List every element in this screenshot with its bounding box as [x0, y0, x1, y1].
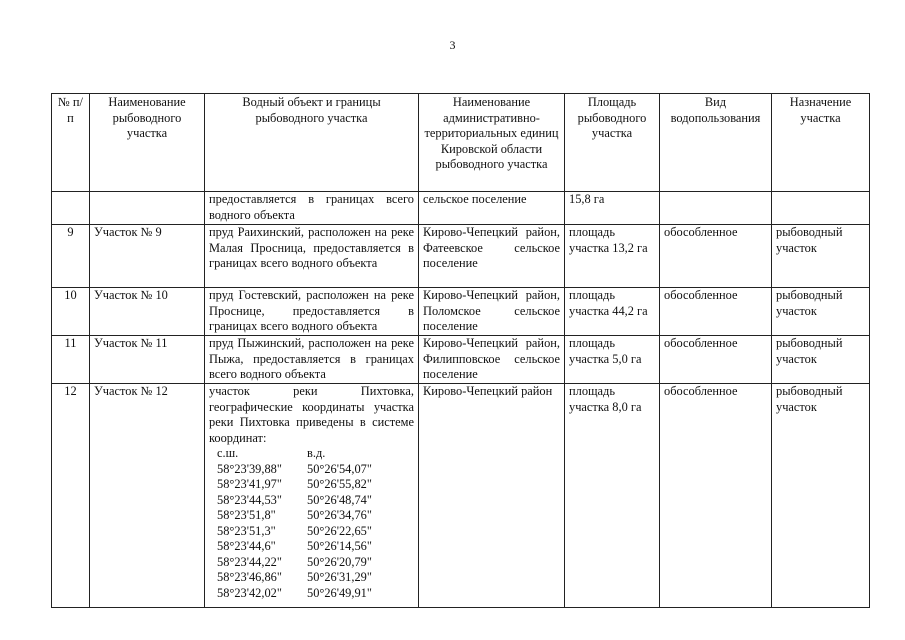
table-row	[52, 288, 870, 336]
row-num: 9	[52, 225, 90, 288]
page-number: 3	[449, 38, 456, 52]
row-purpose	[772, 192, 870, 225]
row-purpose: рыбоводный участок	[772, 336, 870, 384]
fish-farming-sites-table	[51, 93, 870, 608]
coord-lon: 50°26'14,56"	[307, 539, 372, 553]
row-area: 15,8 га	[565, 192, 660, 225]
coord-lat: 58°23'44,22"	[217, 554, 282, 569]
row-num: 12	[52, 384, 90, 608]
coord-lon: 50°26'20,79"	[307, 554, 372, 569]
row-admin: Кирово-Чепецкий район, Поломское сельское поселение	[419, 288, 565, 336]
row-water: предоставляется в границах всего водного объекта	[205, 192, 419, 225]
coord-lat: 58°23'42,02"	[217, 585, 282, 600]
row-use: обособленное	[660, 384, 772, 608]
coord-lat: 58°23'41,97"	[217, 477, 282, 491]
header-water: Водный объект и границы рыбоводного участка	[205, 94, 419, 192]
header-num: № п/п	[52, 94, 90, 192]
row-area: площадь участка 5,0 га	[565, 336, 660, 384]
coordinates-list	[217, 446, 414, 601]
row-admin: Кирово-Чепецкий район	[419, 384, 565, 608]
row-num: 10	[52, 288, 90, 336]
table-row	[52, 384, 870, 608]
coordinates-description: участок реки Пихтовка, географические координаты участка реки Пихтовка приведены в системе координат:	[209, 384, 414, 445]
row-admin: Кирово-Чепецкий район, Филипповское сельское поселение	[419, 336, 565, 384]
row-water: пруд Раихинский, расположен на реке Малая Просница, предоставляется в границах всего водного объекта	[205, 225, 419, 288]
row-name: Участок № 12	[90, 384, 205, 608]
row-use: обособленное	[660, 288, 772, 336]
coord-lon: 50°26'48,74"	[307, 492, 372, 507]
row-name	[90, 192, 205, 225]
row-area: площадь участка 44,2 га	[565, 288, 660, 336]
coord-lat: 58°23'46,86"	[217, 570, 282, 584]
row-water: пруд Пыжинский, расположен на реке Пыжа, предоставляется в границах всего водного объекта	[205, 336, 419, 384]
row-area: площадь участка 13,2 га	[565, 225, 660, 288]
row-purpose: рыбоводный участок	[772, 288, 870, 336]
row-name: Участок № 10	[90, 288, 205, 336]
coord-lat: 58°23'39,88"	[217, 461, 282, 476]
row-use: обособленное	[660, 225, 772, 288]
header-use: Вид водопользования	[660, 94, 772, 192]
coord-lon: 50°26'22,65"	[307, 523, 372, 538]
coord-lon: 50°26'55,82"	[307, 477, 372, 491]
coord-lat: 58°23'51,8"	[217, 508, 276, 522]
row-area: площадь участка 8,0 га	[565, 384, 660, 608]
coord-lat: 58°23'44,6"	[217, 539, 276, 553]
coord-lat: 58°23'51,3"	[217, 523, 276, 538]
coord-lon: 50°26'31,29"	[307, 570, 372, 584]
coord-lon: 50°26'34,76"	[307, 508, 372, 522]
row-num	[52, 192, 90, 225]
coords-header-lat: с.ш.	[217, 446, 239, 460]
row-use: обособленное	[660, 336, 772, 384]
coords-header-lon: в.д.	[307, 446, 326, 460]
row-water: пруд Гостевский, расположен на реке Проснице, предоставляется в границах всего водного объекта	[205, 288, 419, 336]
coord-lon: 50°26'49,91"	[307, 585, 372, 600]
row-purpose: рыбоводный участок	[772, 225, 870, 288]
row-name: Участок № 9	[90, 225, 205, 288]
table-row	[52, 225, 870, 288]
table-row	[52, 192, 870, 225]
row-num: 11	[52, 336, 90, 384]
header-area: Площадь рыбоводного участка	[565, 94, 660, 192]
row-name: Участок № 11	[90, 336, 205, 384]
row-use	[660, 192, 772, 225]
row-purpose: рыбоводный участок	[772, 384, 870, 608]
row-admin: Кирово-Чепецкий район, Фатеевское сельское поселение	[419, 225, 565, 288]
header-name: Наименование рыбоводного участка	[90, 94, 205, 192]
coord-lon: 50°26'54,07"	[307, 461, 372, 476]
coord-lat: 58°23'44,53"	[217, 492, 282, 507]
table-header-row	[52, 94, 870, 192]
row-water	[205, 384, 419, 608]
table-row	[52, 336, 870, 384]
row-admin: сельское поселение	[419, 192, 565, 225]
header-admin: Наименование административно-территориальных единиц Кировской области рыбоводного участка	[419, 94, 565, 192]
header-purpose: Назначение участка	[772, 94, 870, 192]
